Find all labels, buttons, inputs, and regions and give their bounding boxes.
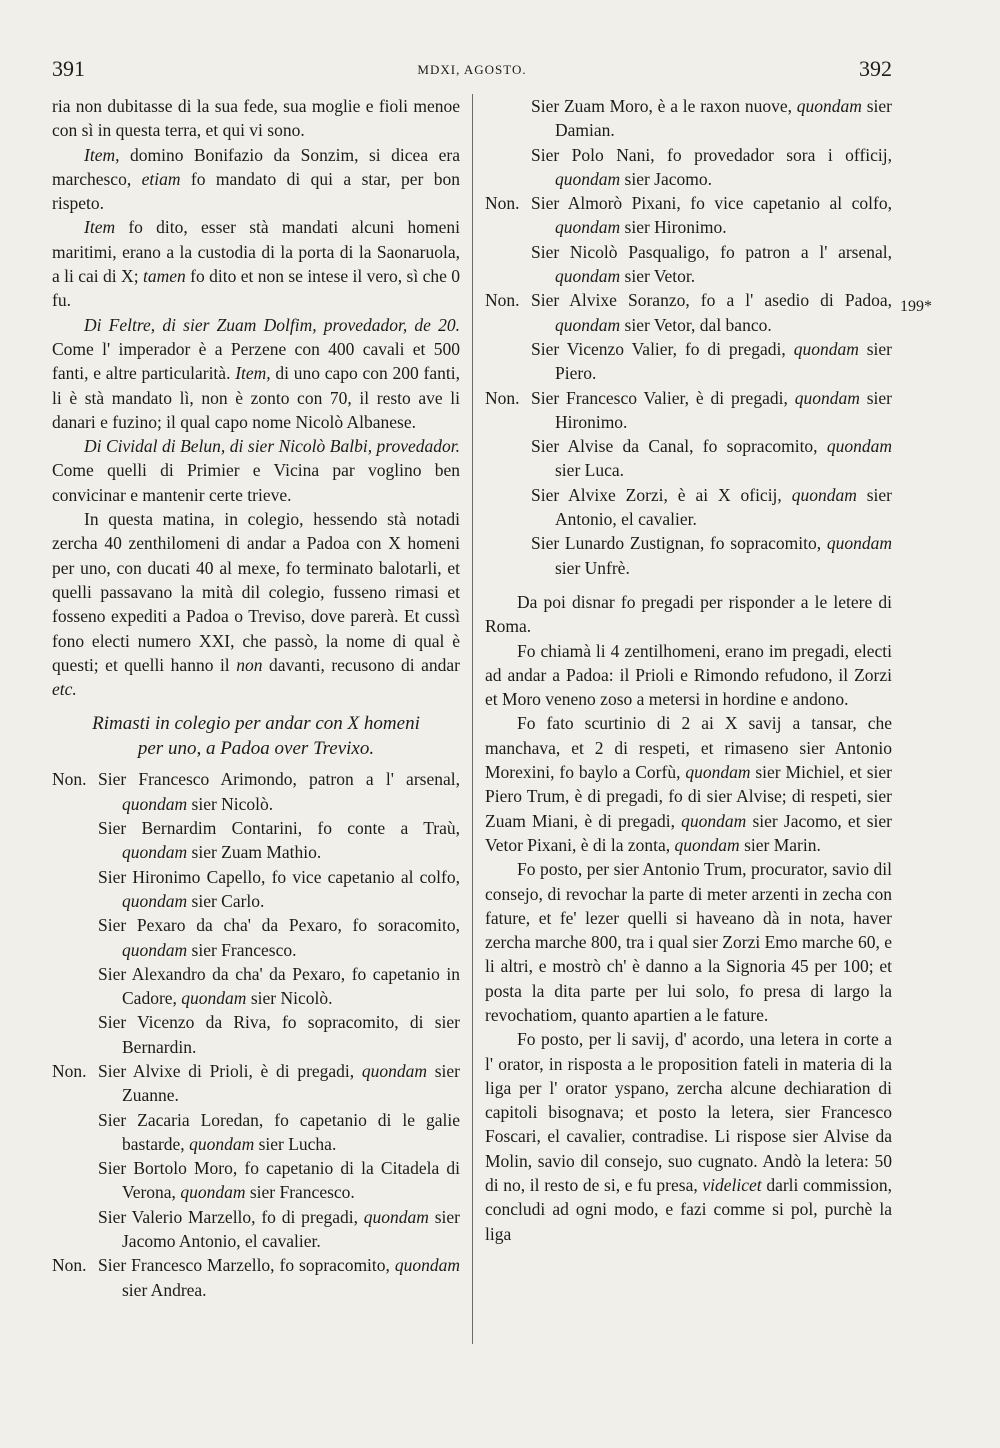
text: di uno capo con 200 fanti, li è stà mandato lì, non è zonto con 70, il resto ave li danari e fuzino; il qual capo nome Nicolò Albanese. [52, 363, 460, 432]
entry-rest: sier Zuam Mathio. [187, 842, 322, 863]
list-item [485, 94, 892, 143]
text: Fo posto, per li savij, d' acordo, una letera in corte a l' orator, in risposta a le proposition fateli in materia di la liga per l' orator yspano, zercha alcune dechiaration di capitoli bisognava; et posto la letera, sier Francesco Foscari, el cavalier, contradise. Li rispose sier Alvise da Molin, savio dil consejo, suo cugnato. Andò la letera: 50 di no, il resto de si, e fu presa, [485, 1029, 892, 1196]
entry-rest: sier Nicolò. [246, 988, 333, 1009]
italic-text: Item, [84, 144, 120, 165]
entry-text [531, 94, 892, 143]
list-item [52, 1010, 460, 1059]
entry-rest: sier Vetor. [620, 266, 696, 287]
entry-name: Sier Zacaria Loredan, fo capetanio di le galie bastarde, [98, 1109, 460, 1154]
list-item [52, 816, 460, 865]
entry-text [98, 816, 460, 865]
text: davanti, recusono di andar [262, 654, 461, 675]
list-item [52, 1253, 460, 1302]
entry-mark: Non. [52, 769, 87, 790]
list-item [485, 191, 892, 240]
entry-text [531, 240, 892, 289]
entry-name: Sier Alvixe Zorzi, è ai X oficij, [531, 484, 782, 505]
entry-text [98, 865, 460, 914]
entry-text [98, 1108, 460, 1157]
entry-rest: sier Lucha. [254, 1133, 337, 1154]
entry-quondam: quondam [122, 939, 188, 960]
entry-text [98, 1156, 460, 1205]
entry-text [531, 531, 892, 580]
entry-rest: sier Nicolò. [187, 793, 274, 814]
text: sier Michiel, et sier Piero Trum, è di pregadi, fo di sier Alvise; di respeti, sier Zuam Miani, è di pregadi, [485, 762, 892, 831]
entry-quondam: quondam [555, 217, 621, 238]
entry-text [531, 337, 892, 386]
entry-mark: Non. [485, 387, 520, 408]
entry-quondam: quondam [394, 1255, 460, 1276]
entry-rest: sier Carlo. [187, 890, 265, 911]
entry-rest: sier Zuanne. [122, 1060, 460, 1106]
italic-text: quondam [685, 762, 751, 783]
italic-text: Item, [235, 363, 271, 384]
entry-name: Sier Alvixe di Prioli, è di pregadi, [98, 1060, 355, 1081]
entry-mark [52, 816, 98, 865]
entry-name: Sier Vicenzo da Riva, fo sopracomito, di sier Bernardin. [98, 1012, 460, 1057]
entry-text [98, 1010, 460, 1059]
list-item [485, 240, 892, 289]
paragraph: Fo chiamà li 4 zentilhomeni, erano im pregadi, electi ad andar a Padoa: il Prioli e Rimondo refudono, il Zorzi et Moro veneno zoso a metersi in hordine e andono. [485, 640, 892, 710]
entry-mark: Non. [485, 193, 520, 214]
italic-text: etc. [52, 679, 77, 700]
entry-text [531, 434, 892, 483]
paragraph: ria non dubitasse di la sua fede, sua moglie e fioli menoe con sì in questa terra, et qui vi sono. [52, 96, 460, 141]
entry-name: Sier Francesco Arimondo, patron a l' arsenal, [98, 769, 460, 790]
entry-rest: sier Francesco. [245, 1182, 355, 1203]
entry-name: Sier Almorò Pixani, fo vice capetanio al colfo, [531, 193, 892, 214]
entry-name: Sier Polo Nani, fo provedador sora i officij, [531, 144, 892, 165]
list-item [52, 865, 460, 914]
entry-quondam: quondam [363, 1206, 429, 1227]
paragraph [485, 1027, 892, 1246]
entry-quondam: quondam [122, 842, 188, 863]
entry-text [98, 1059, 460, 1108]
entry-mark [485, 434, 531, 483]
margin-folio-note: 199* [900, 298, 932, 315]
entry-quondam: quondam [361, 1060, 428, 1081]
list-item [52, 913, 460, 962]
entry-quondam: quondam [181, 988, 247, 1009]
section-heading-line: per uno, a Padoa over Trevixo. [137, 738, 375, 760]
italic-heading: Di Cividal di Belun, di sier Nicolò Balbi, provedador. [84, 436, 460, 457]
entry-rest: sier Piero. [555, 338, 893, 384]
right-column [485, 94, 892, 1246]
italic-text: etiam [141, 168, 181, 189]
italic-text: non [236, 654, 263, 675]
entry-mark: Non. [52, 1255, 87, 1276]
name-list [485, 94, 892, 580]
entry-quondam: quondam [180, 1182, 246, 1203]
entry-name: Sier Zuam Moro, è a le raxon nuove, [531, 96, 792, 116]
entry-mark [52, 1205, 98, 1254]
entry-name: Sier Pexaro da cha' da Pexaro, fo soracomito, [98, 915, 460, 936]
text: sier Jacomo, et sier Vetor Pixani, è di la zonta, [485, 810, 892, 855]
paragraph [52, 143, 460, 216]
entry-mark [52, 1108, 98, 1157]
paragraph: Da poi disnar fo pregadi per risponder a le letere di Roma. [485, 591, 892, 637]
entry-quondam: quondam [791, 484, 857, 505]
entry-rest: sier Damian. [555, 96, 892, 141]
entry-mark [485, 483, 531, 532]
entry-name: Sier Bernardim Contarini, fo conte a Traù, [98, 818, 460, 839]
entry-quondam: quondam [122, 890, 188, 911]
entry-rest: sier Hironimo. [555, 387, 892, 432]
left-column [52, 94, 460, 1302]
entry-text [98, 913, 460, 962]
entry-mark [52, 1010, 98, 1059]
page-header [52, 56, 892, 86]
entry-name: Sier Hironimo Capello, fo vice capetanio al colfo, [98, 866, 460, 887]
list-item [485, 143, 892, 192]
entry-rest: sier Unfrè. [555, 557, 630, 578]
page-number-left: 391 [52, 56, 85, 81]
entry-rest: sier Luca. [555, 460, 624, 481]
entry-mark [485, 337, 531, 386]
entry-quondam: quondam [796, 96, 862, 116]
entry-text [531, 191, 892, 240]
list-item [52, 1108, 460, 1157]
paragraph [52, 313, 460, 434]
entry-rest: sier Jacomo. [620, 168, 712, 189]
paragraph [52, 507, 460, 701]
list-item [52, 767, 460, 816]
entry-text [531, 483, 892, 532]
entry-mark: Non. [52, 1060, 87, 1081]
entry-mark [485, 94, 531, 143]
entry-rest: sier Jacomo Antonio, el cavalier. [122, 1206, 460, 1252]
entry-text [98, 1205, 460, 1254]
entry-quondam: quondam [826, 533, 892, 554]
list-item [52, 962, 460, 1011]
name-list [52, 767, 460, 1302]
text: fo dito et non se intese il vero, sì che 0 fu. [52, 266, 460, 311]
list-item [485, 337, 892, 386]
text: In questa matina, in colegio, hessendo stà notadi zercha 40 zenthilomeni di andar a Padoa con X homeni per uno, con ducati 40 al mexe, fo terminato balotarli, et quelli passavano la mità dil colegio, fusseno rimasi et fosseno expediti a Padoa o Treviso, dove parerà. Et cussì fono electi numero XXI, che passò, la nome di qual è questi; et quelli hanno il [52, 509, 460, 675]
list-item [485, 288, 892, 337]
list-item [485, 386, 892, 435]
text: darli commission, concludi ad ogni modo, e fazi comme si pol, purchè la liga [485, 1175, 893, 1244]
entry-name: Sier Lunardo Zustignan, fo sopracomito, [531, 533, 822, 554]
italic-text: quondam [674, 834, 740, 855]
list-item [485, 531, 892, 580]
entry-quondam: quondam [555, 314, 621, 335]
running-head: MDXI, AGOSTO. [417, 62, 527, 77]
entry-mark [52, 1156, 98, 1205]
paragraph [52, 215, 460, 312]
entry-rest: sier Andrea. [122, 1279, 207, 1300]
entry-name: Sier Valerio Marzello, fo di pregadi, [98, 1206, 358, 1227]
text: Fo fato scurtinio di 2 ai X savij a tansar, che manchava, et 2 di respeti, et rimaseno sier Antonio Morexini, fo baylo a Corfù, [485, 713, 892, 783]
paragraph [52, 434, 460, 507]
paragraph [485, 711, 892, 857]
entry-quondam: quondam [793, 338, 859, 359]
entry-quondam: quondam [555, 266, 621, 287]
page-number-right: 392 [859, 56, 892, 81]
entry-text [531, 143, 892, 192]
entry-rest: sier Antonio, el cavalier. [555, 484, 892, 530]
entry-name: Sier Alexandro da cha' da Pexaro, fo capetanio in Cadore, [98, 963, 460, 1009]
section-heading-line: Rimasti in colegio per andar con X homeni [92, 713, 420, 735]
list-item [485, 434, 892, 483]
entry-mark [52, 865, 98, 914]
entry-rest: sier Francesco. [187, 939, 297, 960]
entry-name: Sier Francesco Valier, è di pregadi, [531, 387, 788, 408]
entry-text [531, 386, 892, 435]
text: fo mandato di qui a star, per bon rispeto. [52, 168, 460, 214]
entry-quondam: quondam [555, 168, 621, 189]
italic-text: videlicet [702, 1175, 762, 1196]
list-item [52, 1156, 460, 1205]
entry-mark [485, 143, 531, 192]
entry-mark [52, 913, 98, 962]
entry-quondam: quondam [122, 793, 188, 814]
text: fo dito, esser stà mandati alcuni homeni maritimi, erano a la custodia di la porta di la Saonaruola, a li cai di X; [52, 217, 460, 287]
list-item [485, 483, 892, 532]
entry-name: Sier Alvise da Canal, fo sopracomito, [531, 436, 818, 457]
entry-quondam: quondam [826, 436, 892, 457]
entry-mark: Non. [485, 290, 520, 311]
entry-mark [485, 531, 531, 580]
column-divider [472, 94, 473, 1344]
entry-name: Sier Bortolo Moro, fo capetanio di la Citadela di Verona, [98, 1158, 460, 1203]
entry-name: Sier Nicolò Pasqualigo, fo patron a l' arsenal, [531, 241, 892, 262]
italic-heading: Di Feltre, di sier Zuam Dolfim, provedador, de 20. [84, 314, 460, 335]
entry-mark [485, 240, 531, 289]
section-heading [52, 711, 460, 761]
entry-text [98, 767, 460, 816]
entry-name: Sier Francesco Marzello, fo sopracomito, [98, 1255, 390, 1276]
entry-quondam: quondam [794, 387, 860, 408]
entry-text [531, 288, 892, 337]
entry-rest: sier Vetor, dal banco. [620, 314, 772, 335]
entry-name: Sier Vicenzo Valier, fo di pregadi, [531, 338, 786, 359]
entry-text [98, 962, 460, 1011]
italic-text: tamen [142, 266, 186, 287]
italic-text: Item [84, 217, 116, 238]
entry-text [98, 1253, 460, 1302]
entry-quondam: quondam [189, 1133, 255, 1154]
list-item [52, 1205, 460, 1254]
text: Come l' imperador è a Perzene con 400 cavali et 500 fanti, e altre particularità. [52, 338, 460, 384]
entry-rest: sier Hironimo. [620, 217, 727, 238]
entry-name: Sier Alvixe Soranzo, fo a l' asedio di Padoa, [531, 290, 892, 311]
text: domino Bonifazio da Sonzim, si dicea era marchesco, [52, 144, 460, 189]
text: sier Marin. [739, 834, 821, 855]
paragraph: Fo posto, per sier Antonio Trum, procurator, savio dil consejo, di revochar la parte di meter arzenti in zecha con fature, et fe' lezer quelli si haveano dà in nota, haver zercha marche 800, tra i qual sier Zorzi Emo marche 60, e li altri, e mostrò ch' è danno a la Signoria 45 per 100; et posta la dita parte per lui solo, fo presa di largo la revochatiom, quanto apartien a le fature. [485, 859, 892, 1025]
italic-text: quondam [681, 810, 747, 831]
list-item [52, 1059, 460, 1108]
text: Come quelli di Primier e Vicina par voglino ben convicinar e mantenir certe trieve. [52, 460, 460, 505]
entry-mark [52, 962, 98, 1011]
